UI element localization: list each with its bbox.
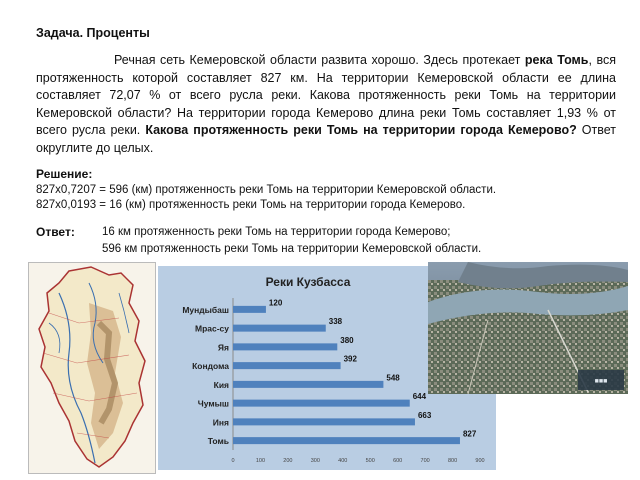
region-map-drawing [29,263,155,473]
para-text-1: Речная сеть Кемеровской области развита хорошо. Здесь протекает [114,53,525,67]
x-tick-label: 700 [420,458,430,464]
data-label: 380 [340,335,354,345]
x-tick-label: 200 [283,458,293,464]
para-river: река Томь [524,53,589,67]
data-label: 663 [417,410,432,420]
data-label: 644 [412,392,427,402]
data-label: 548 [386,373,400,383]
task-paragraph [36,52,616,157]
solution-block [36,167,626,213]
city-aerial-photo [428,262,628,394]
category-label: Иня [212,417,229,428]
bar-4 [233,362,341,369]
chart-title: Реки Кузбасса [265,275,351,289]
data-label: 392 [343,354,357,364]
data-label: 120 [268,298,283,308]
x-tick-label: 0 [231,458,235,464]
category-label: Яя [217,342,229,353]
category-label: Кондома [192,361,229,372]
answer-line-1: 16 км протяженность реки Томь на территории города Кемерово; [102,226,451,238]
x-tick-label: 400 [338,458,348,464]
category-label: Мрас-су [194,323,229,334]
answer-line-2: 596 км протяженность реки Томь на территории Кемеровской области. [102,243,482,255]
bar-1 [233,306,266,313]
data-label: 827 [462,429,477,439]
x-tick-label: 100 [255,458,266,464]
x-tick-label: 300 [310,458,320,464]
x-tick-label: 600 [393,458,403,464]
solution-line-2: 827х0,0193 = 16 (км) протяженность реки Томь на территории города Кемерово. [36,199,466,211]
task-title: Задача. Проценты [36,26,150,40]
bar-7 [233,418,415,425]
solution-line-1: 827х0,7207 = 596 (км) протяженность реки Томь на территории Кемеровской области. [36,184,497,196]
bar-5 [233,381,383,388]
bar-6 [233,400,410,407]
city-aerial-photo-drawing [428,262,628,394]
region-map [28,262,156,474]
category-label: Кия [213,379,229,390]
para-text-2: , вся протяженность которой составляет 827 км. На территории Кемеровской области ее длина составляет 72,07 % от всего русла реки. Какова протяженность реки Томь на территории Кемеровской области? На территории города Кемерово длина реки Томь составляет 1,93 % от всего русла реки. [36,53,616,137]
x-tick-label: 900 [475,458,485,464]
category-label: Мундыбаш [182,304,229,315]
bar-2 [233,325,326,332]
bar-8 [233,437,460,444]
para-question: Какова протяженность реки Томь на территории города Кемерово? [145,123,577,137]
bar-3 [233,343,337,350]
solution-label: Решение: [36,167,93,181]
data-label: 338 [328,317,343,327]
category-label: Чумыш [197,398,229,409]
category-label: Томь [207,436,229,447]
photo-watermark: ■■■ [594,378,608,385]
x-tick-label: 500 [365,458,375,464]
x-tick-label: 800 [447,458,458,464]
para-text-3: Ответ округлите до целых. [36,123,616,155]
answer-label: Ответ: [36,225,75,239]
